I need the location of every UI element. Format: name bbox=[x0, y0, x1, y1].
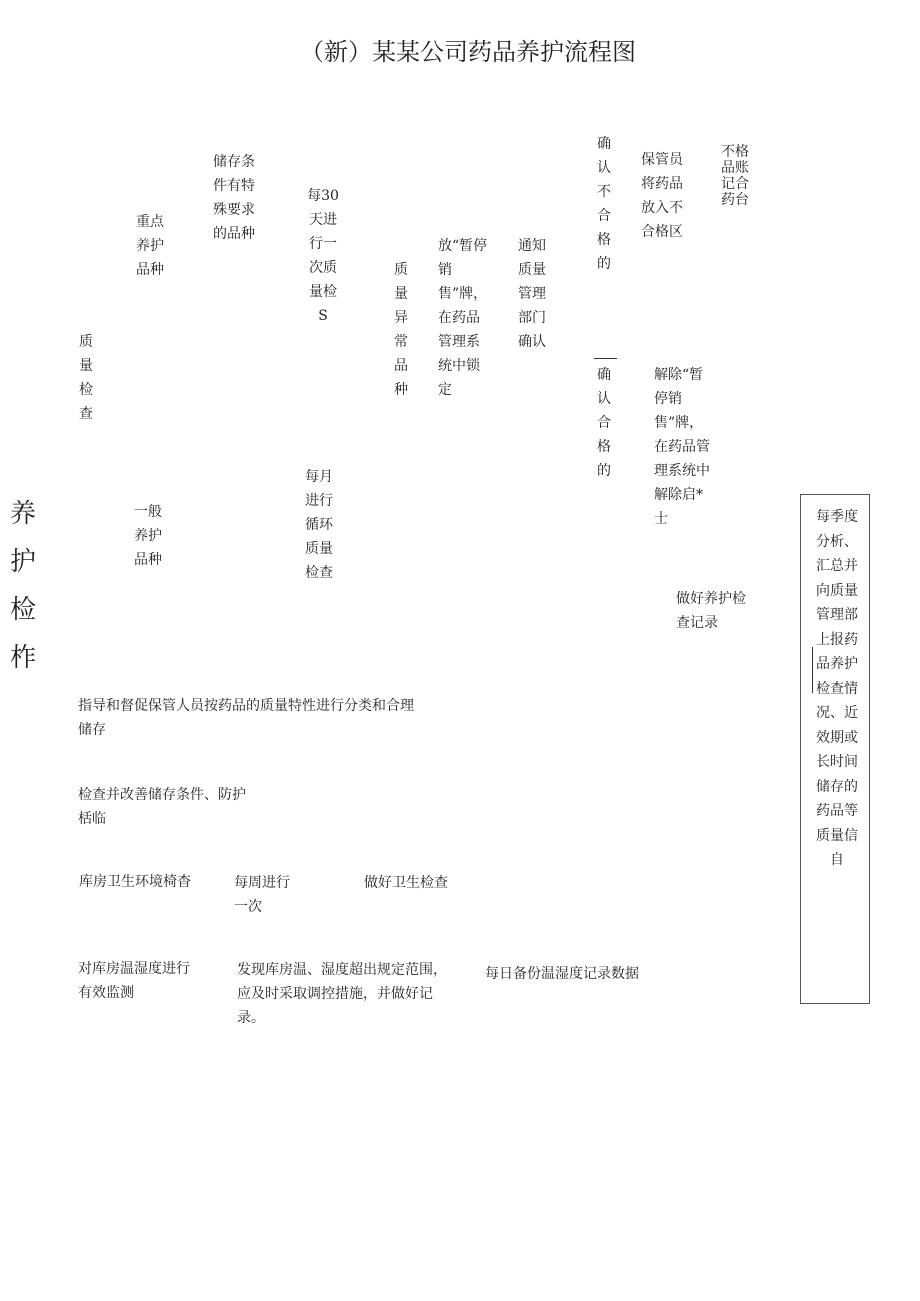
guide-storage-text: 指导和督促保管人员按药品的质量特性进行分类和合理储存 bbox=[78, 698, 414, 738]
hygiene-record-text: 做好卫生检查 bbox=[364, 875, 448, 891]
unqualified-ledger-step: 不格品账记合药台 bbox=[721, 144, 749, 208]
quarterly-report-text: 每季度分析、汇总并向质量管理部上报药品养护检查情况、近效期或长时间储存的药品等质量信自 bbox=[816, 509, 858, 868]
special-storage-label: 储存条件有特殊要求的品种 bbox=[213, 154, 255, 242]
daily-backup-text: 每日备份温湿度记录数据 bbox=[485, 966, 639, 982]
quality-abnormal-label: 质量异常品种 bbox=[394, 262, 408, 398]
connector-line bbox=[594, 358, 617, 359]
temp-humidity-action-text: 发现库房温、湿度超出规定范围，应及时采取调控措施，并做好记录。 bbox=[237, 962, 447, 1026]
confirm-qualified-label: 确认合格的 bbox=[597, 367, 611, 479]
every-30-days-label: 每30天进行一次质量检S bbox=[307, 188, 339, 324]
page-title: （新）某某公司药品养护流程图 bbox=[300, 38, 636, 66]
monthly-cycle-label: 每月进行循环质量检查 bbox=[305, 469, 333, 581]
record-maintenance-step: 做好养护检查记录 bbox=[676, 591, 746, 631]
quarterly-report-box bbox=[800, 494, 870, 1004]
confirm-unqualified-label: 确认不合格的 bbox=[597, 136, 611, 272]
weekly-once-text: 每周进行一次 bbox=[234, 875, 290, 915]
suspend-sale-step: 放“暂停销售”牌，在药品管理系统中锁定 bbox=[438, 238, 488, 398]
general-varieties-label: 一般养护品种 bbox=[134, 504, 162, 568]
box-inner-line bbox=[812, 647, 813, 693]
improve-conditions-text: 检查并改善储存条件、防护栝临 bbox=[78, 787, 246, 827]
quality-check-label: 质量检查 bbox=[79, 334, 93, 422]
move-to-unqualified-step: 保管员将药品放入不合格区 bbox=[641, 152, 683, 240]
temp-humidity-monitor-text: 对库房温湿度进行有效监测 bbox=[78, 961, 190, 1001]
warehouse-hygiene-text: 库房卫生环境椅杳 bbox=[79, 874, 191, 890]
side-label-maintenance: 养护检柞 bbox=[10, 499, 37, 673]
key-varieties-label: 重点养护品种 bbox=[136, 214, 164, 278]
lift-suspension-step: 解除“暂停销售”牌，在药品管理系统中解除启*士 bbox=[654, 367, 710, 527]
notify-qa-step: 通知质量管理部门确认 bbox=[518, 238, 546, 350]
